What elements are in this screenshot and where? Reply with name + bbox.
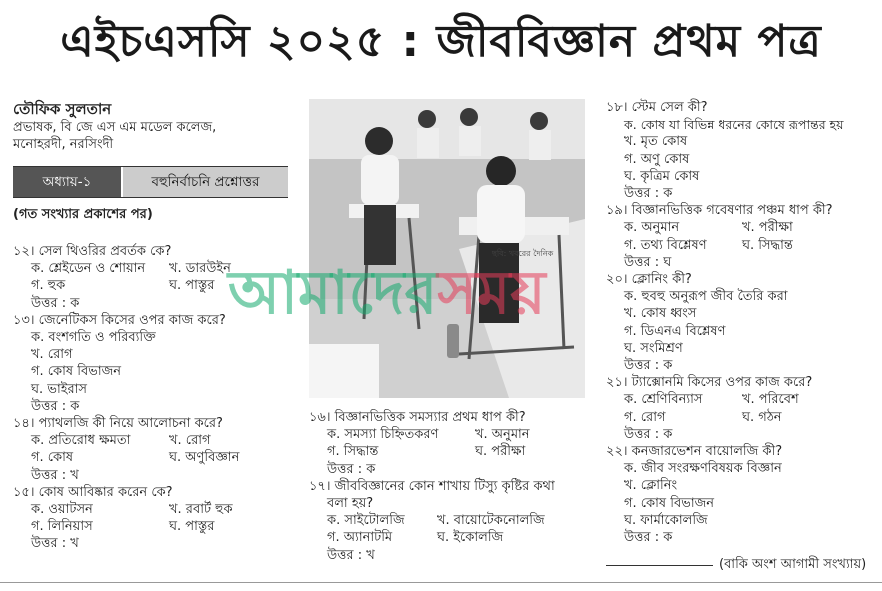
question-19: ১৯। বিজ্ঞানভিত্তিক গবেষণার পঞ্চম ধাপ কী? [606,203,833,219]
chapter-number: অধ্যায়-১ [13,167,121,197]
option: খ. ডারউইন [169,261,231,277]
option: ক. ওয়াটসন [31,502,93,518]
continued-note-wrap [13,206,298,223]
option: ক. শ্লেইডেন ও শোয়ান [31,261,146,277]
option: গ. হুক [31,278,66,294]
option: ঘ. সংমিশ্রণ [624,340,683,356]
question-block-right [606,99,881,546]
option: ক. প্রতিরোধ ক্ষমতা [31,433,131,449]
option: ঘ. পরীক্ষা [475,444,526,460]
question-21: ২১। ট্যাক্সোনমি কিসের ওপর কাজ করে? [606,375,813,391]
answer: উত্তর : ঘ [624,254,672,270]
author-block [13,100,298,153]
author-designation: প্রভাষক, বি জে এস এম মডেল কলেজ, [13,120,217,135]
option: খ. কোষ ধ্বংস [624,306,697,322]
option: খ. ক্লোনিং [624,478,678,494]
option: ক. কোষ যা বিভিন্ন ধরনের কোষে রূপান্তর হয় [624,117,844,133]
option: গ. অ্যানাটমি [327,530,393,546]
option: ঘ. ইকোলজি [437,530,504,546]
watermark-part1: আমাদের [228,258,438,328]
answer: উত্তর : ক [31,398,80,414]
option: ঘ. সিদ্ধান্ত [742,237,793,253]
option: গ. কোষ বিভাজন [624,495,715,511]
question-18: ১৮। স্টেম সেল কী? [606,100,708,115]
question-13: ১৩। জেনেটিকস কিসের ওপর কাজ করে? [13,312,226,328]
question-17: ১৭। জীববিজ্ঞানের কোন শাখায় টিস্যু কৃষ্টির কথা [309,478,555,494]
option: খ. মৃত কোষ [624,134,688,150]
option: খ. অনুমান [475,427,530,443]
question-15: ১৫। কোষ আবিষ্কার করেন কে? [13,484,173,500]
option: ক. সমস্যা চিহ্নিতকরণ [327,427,439,443]
option: ক. জীব সংরক্ষণবিষয়ক বিজ্ঞান [624,461,782,477]
end-rule [606,565,713,566]
page-title: এইচএসসি ২০২৫ : জীববিজ্ঞান প্রথম পত্র [60,16,822,67]
author-name: তৌফিক সুলতান [13,100,112,118]
question-16: ১৬। বিজ্ঞানভিত্তিক সমস্যার প্রথম ধাপ কী? [309,410,526,425]
option: ক. সাইটোলজি [327,513,405,529]
option: গ. লিনিয়াস [31,519,93,535]
option: ঘ. গঠন [742,409,782,425]
option: গ. কোষ [31,450,74,466]
question-17-cont: বলা হয়? [327,496,374,512]
option: ঘ. অণুবিজ্ঞান [169,450,240,466]
option: ঘ. কৃত্রিম কোষ [624,168,700,184]
author-place: মনোহরদী, নরসিংদী [13,137,114,153]
option: খ. রোগ [31,347,73,363]
option: খ. বায়োটেকনোলজি [437,513,545,529]
option: ঘ. পাস্তুর [169,519,215,535]
option: ঘ. ভাইরাস [31,381,88,397]
option: গ. রোগ [624,409,666,425]
answer: উত্তর : ক [327,461,376,477]
option: গ. অণু কোষ [624,151,690,167]
option: ক. অনুমান [624,220,680,236]
option: গ. সিদ্ধান্ত [327,444,379,460]
option: খ. রোগ [169,433,211,449]
answer: উত্তর : খ [31,536,79,552]
answer: উত্তর : ক [624,530,673,546]
answer: উত্তর : ক [31,295,80,311]
continued-next-issue: (বাকি অংশ আগামী সংখ্যায়) [719,557,867,572]
chapter-topic: বহুনির্বাচনি প্রশ্নোত্তর [121,167,288,197]
question-14: ১৪। প্যাথলজি কী নিয়ে আলোচনা করে? [13,416,223,432]
continued-note: (গত সংখ্যার প্রকাশের পর) [13,207,153,222]
option: ঘ. পাস্তুর [169,278,215,294]
chapter-bar [13,166,288,198]
answer: উত্তর : খ [31,467,79,483]
option: গ. ডিএনএ বিশ্লেষণ [624,323,726,339]
question-12: ১২। সেল থিওরির প্রবর্তক কে? [13,244,172,259]
answer: উত্তর : ক [624,426,673,442]
option: ঘ. ফার্মাকোলজি [624,512,708,528]
option: খ. পরীক্ষা [742,220,793,236]
question-block-middle [309,409,604,564]
option: ক. শ্রেণিবিন্যাস [624,392,703,408]
option: ক. হুবহু অনুরূপ জীব তৈরি করা [624,289,788,305]
answer: উত্তর : ক [624,186,673,202]
photo-credit: ছবি: খবরের দৈনিক [492,249,554,258]
option: ক. বংশগতি ও পরিব্যক্তি [31,330,156,346]
option: গ. তথ্য বিশ্লেষণ [624,237,707,253]
question-22: ২২। কনজারভেশন বায়োলজি কী? [606,444,783,460]
bottom-rule [0,582,882,583]
option: খ. পরিবেশ [742,392,799,408]
answer: উত্তর : ক [624,358,673,374]
newspaper-watermark [228,258,546,328]
option: গ. কোষ বিভাজন [31,364,122,380]
answer: উত্তর : খ [327,547,375,563]
question-20: ২০। ক্লোনিং কী? [606,272,692,288]
option: খ. রবার্ট হুক [169,502,233,518]
watermark-part2: সময় [437,258,546,328]
